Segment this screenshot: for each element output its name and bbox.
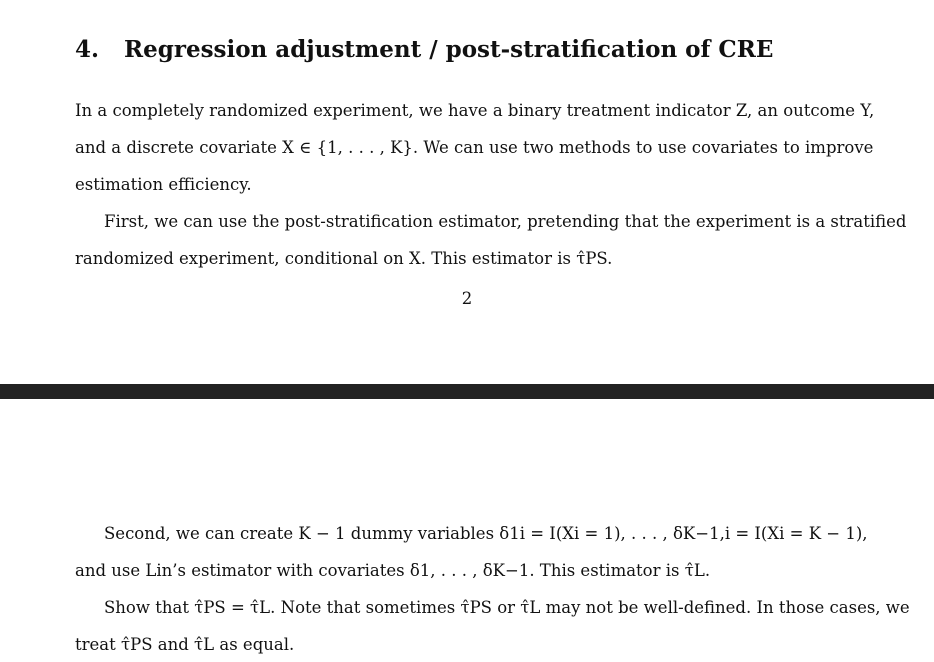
paragraph-line: Second, we can create K − 1 dummy variables δ1i = I(Xi = 1), . . . , δK−1,i = I(Xi = K − 1),	[104, 524, 868, 543]
paragraph-line: and a discrete covariate X ∈ {1, . . . , K}. We can use two methods to use covariates to improve	[75, 138, 874, 157]
paragraph-line: treat τ̂PS and τ̂L as equal.	[75, 635, 295, 654]
paragraph-line: Show that τ̂PS = τ̂L. Note that sometimes τ̂PS or τ̂L may not be well-defined. In those cases, we	[104, 598, 910, 617]
section-heading	[75, 36, 773, 63]
section-number: 4.	[75, 36, 100, 63]
section-title: Regression adjustment / post-stratification of CRE	[124, 36, 774, 63]
paragraph-line: estimation efficiency.	[75, 175, 252, 194]
page-separator	[0, 384, 934, 399]
document-page-2	[0, 399, 934, 662]
paragraph-line: In a completely randomized experiment, we have a binary treatment indicator Z, an outcome Y,	[75, 101, 875, 120]
paragraph-line: and use Lin’s estimator with covariates δ1, . . . , δK−1. This estimator is τ̂L.	[75, 561, 711, 580]
page-number: 2	[461, 289, 473, 308]
paragraph-line: randomized experiment, conditional on X. This estimator is τ̂PS.	[75, 249, 613, 268]
paragraph-line: First, we can use the post-stratification estimator, pretending that the experiment is a stratified	[104, 212, 907, 231]
